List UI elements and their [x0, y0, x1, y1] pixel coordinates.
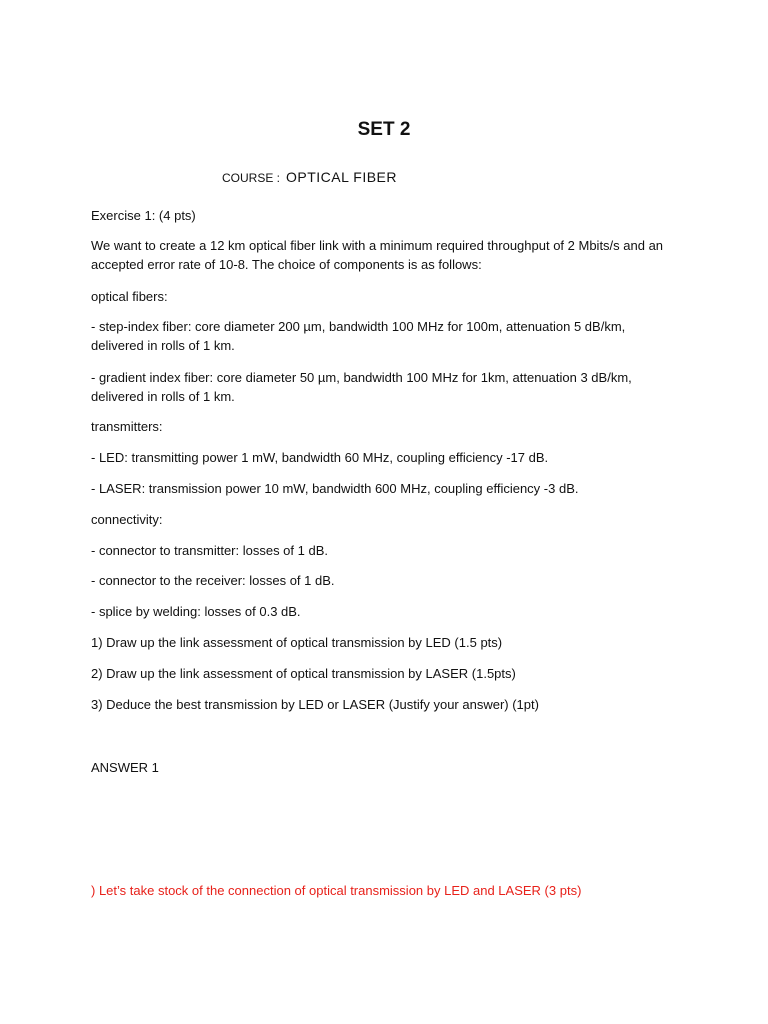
page-title: SET 2: [357, 119, 411, 140]
answer-text: ) Let’s take stock of the connection of optical transmission by LED and LASER (3 pts): [91, 883, 582, 898]
transmitter-led: - LED: transmitting power 1 mW, bandwidth 60 MHz, coupling efficiency -17 dB.: [91, 450, 549, 465]
question-3: 3) Deduce the best transmission by LED or LASER (Justify your answer) (1pt): [91, 697, 539, 712]
fiber-step-index: - step-index fiber: core diameter 200 µm, bandwidth 100 MHz for 100m, attenuation 5 dB/km, delivered in rolls of 1 km.: [91, 319, 626, 353]
splice-welding: - splice by welding: losses of 0.3 dB.: [91, 604, 301, 619]
connector-transmitter: - connector to transmitter: losses of 1 dB.: [91, 543, 328, 558]
connector-receiver: - connector to the receiver: losses of 1 dB.: [91, 573, 335, 588]
transmitter-laser: - LASER: transmission power 10 mW, bandwidth 600 MHz, coupling efficiency -3 dB.: [91, 481, 579, 496]
transmitters-heading: transmitters:: [91, 419, 163, 434]
answer-heading: ANSWER 1: [91, 760, 159, 775]
fiber-gradient-index: - gradient index fiber: core diameter 50 µm, bandwidth 100 MHz for 1km, attenuation 3 dB/km, delivered in rolls of 1 km.: [91, 370, 632, 404]
exercise-heading: Exercise 1: (4 pts): [91, 208, 196, 223]
question-2: 2) Draw up the link assessment of optical transmission by LASER (1.5pts): [91, 666, 516, 681]
course-value: OPTICAL FIBER: [286, 169, 398, 185]
connectivity-heading: connectivity:: [91, 512, 163, 527]
fibers-heading: optical fibers:: [91, 289, 168, 304]
intro-paragraph: We want to create a 12 km optical fiber link with a minimum required throughput of 2 Mbits/s and an accepted error rate of 10-8. The choice of components is as follows:: [91, 238, 664, 272]
course-label: COURSE :: [222, 171, 281, 185]
question-1: 1) Draw up the link assessment of optical transmission by LED (1.5 pts): [91, 635, 503, 650]
